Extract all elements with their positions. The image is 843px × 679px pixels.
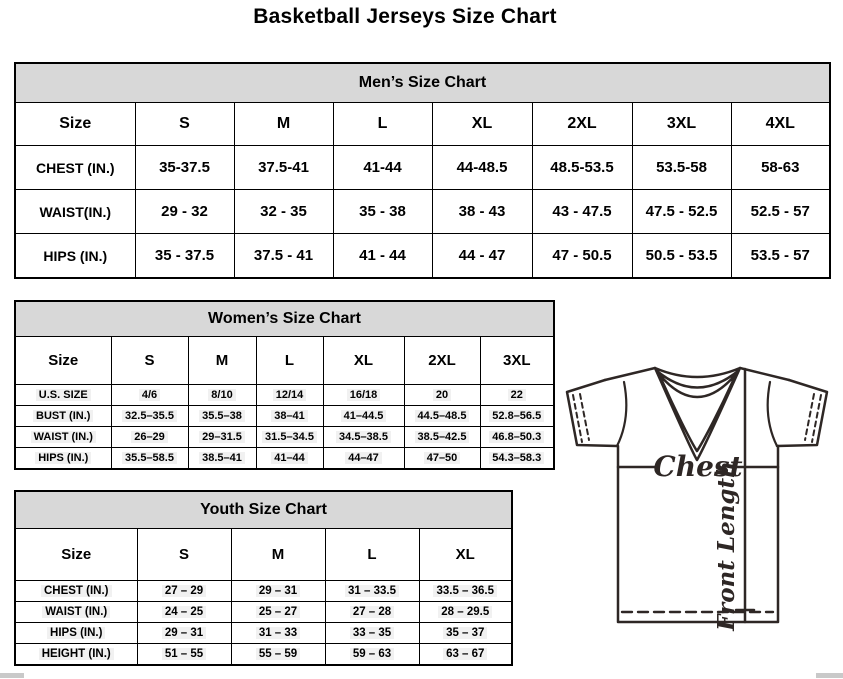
column-header: S (135, 103, 234, 146)
value-cell (419, 602, 512, 623)
value-cell-text: 33.5 – 36.5 (433, 585, 497, 597)
value-cell (231, 644, 325, 666)
column-header: 2XL (404, 337, 480, 385)
jersey-measurement-diagram (552, 356, 842, 636)
row-label (15, 623, 137, 644)
value-cell-text: 41–44.5 (341, 410, 387, 422)
value-cell-text: 51 – 55 (162, 648, 206, 660)
value-cell-text: 47–50 (424, 452, 461, 464)
column-header: S (111, 337, 188, 385)
value-cell (137, 581, 231, 602)
value-cell (325, 602, 419, 623)
youth-chart-title: Youth Size Chart (15, 491, 512, 529)
row-label: WAIST(IN.) (15, 190, 135, 234)
value-cell (137, 602, 231, 623)
value-cell: 29 - 32 (135, 190, 234, 234)
value-cell (256, 448, 323, 470)
value-cell (480, 448, 554, 470)
value-cell (188, 427, 256, 448)
value-cell: 50.5 - 53.5 (632, 234, 731, 279)
column-header: 2XL (532, 103, 632, 146)
row-label-text: HIPS (IN.) (47, 627, 105, 639)
value-cell (404, 448, 480, 470)
youth-size-chart (14, 490, 513, 666)
value-cell-text: 41–44 (271, 452, 308, 464)
men-chart-title-row (15, 63, 830, 103)
value-cell-text: 4/6 (139, 389, 160, 401)
value-cell (256, 427, 323, 448)
hscroll-thumb-right[interactable] (816, 673, 843, 678)
value-cell (480, 385, 554, 406)
womens-size-table (14, 300, 555, 470)
table-row (15, 385, 554, 406)
table-row (15, 427, 554, 448)
value-cell (325, 623, 419, 644)
column-header: M (231, 529, 325, 581)
value-cell (111, 385, 188, 406)
value-cell-text: 31 – 33.5 (345, 585, 399, 597)
column-header: 3XL (632, 103, 731, 146)
value-cell: 32 - 35 (234, 190, 333, 234)
value-cell-text: 52.8–56.5 (489, 410, 544, 422)
value-cell-text: 35.5–58.5 (122, 452, 177, 464)
jersey-left-sleeve (567, 380, 617, 446)
value-cell (137, 644, 231, 666)
column-header: L (333, 103, 432, 146)
value-cell (325, 644, 419, 666)
value-cell-text: 38.5–41 (199, 452, 245, 464)
column-header: M (188, 337, 256, 385)
value-cell: 44 - 47 (432, 234, 532, 279)
mens-size-chart (14, 62, 831, 279)
row-label-text: CHEST (IN.) (41, 585, 112, 597)
value-cell-text: 63 – 67 (443, 648, 487, 660)
value-cell (137, 623, 231, 644)
table-row (15, 448, 554, 470)
value-cell (419, 644, 512, 666)
value-cell: 37.5-41 (234, 146, 333, 190)
value-cell-text: 25 – 27 (256, 606, 300, 618)
row-label (15, 448, 111, 470)
value-cell: 52.5 - 57 (731, 190, 830, 234)
value-cell-text: 8/10 (208, 389, 235, 401)
value-cell-text: 38.5–42.5 (415, 431, 470, 443)
value-cell (404, 406, 480, 427)
row-label (15, 581, 137, 602)
value-cell (231, 623, 325, 644)
value-cell: 43 - 47.5 (532, 190, 632, 234)
row-label (15, 385, 111, 406)
table-row (15, 406, 554, 427)
value-cell-text: 16/18 (347, 389, 381, 401)
value-cell-text: 35.5–38 (199, 410, 245, 422)
hscroll-thumb-left[interactable] (0, 673, 24, 678)
value-cell-text: 44.5–48.5 (415, 410, 470, 422)
page-title: Basketball Jerseys Size Chart (253, 5, 557, 28)
value-cell (111, 448, 188, 470)
value-cell-text: 32.5–35.5 (122, 410, 177, 422)
row-label (15, 427, 111, 448)
men-chart-title: Men’s Size Chart (15, 63, 830, 103)
row-label: HIPS (IN.) (15, 234, 135, 279)
row-label-text: WAIST (IN.) (31, 431, 96, 443)
column-header: Size (15, 103, 135, 146)
column-header: XL (323, 337, 404, 385)
value-cell-text: 55 – 59 (256, 648, 300, 660)
jersey-right-sleeve (777, 380, 827, 446)
value-cell (480, 427, 554, 448)
value-cell (188, 448, 256, 470)
mens-size-table (14, 62, 831, 279)
value-cell: 41 - 44 (333, 234, 432, 279)
table-row (15, 190, 830, 234)
value-cell: 35-37.5 (135, 146, 234, 190)
row-label-text: HIPS (IN.) (35, 452, 91, 464)
value-cell-text: 44–47 (345, 452, 382, 464)
value-cell-text: 22 (508, 389, 526, 401)
row-label (15, 644, 137, 666)
table-row (15, 146, 830, 190)
value-cell-text: 20 (433, 389, 451, 401)
value-cell-text: 46.8–50.3 (489, 431, 544, 443)
value-cell (404, 385, 480, 406)
value-cell: 53.5-58 (632, 146, 731, 190)
column-header: XL (419, 529, 512, 581)
table-row (15, 623, 512, 644)
column-header: 3XL (480, 337, 554, 385)
value-cell-text: 34.5–38.5 (336, 431, 391, 443)
column-header: Size (15, 337, 111, 385)
value-cell-text: 28 – 29.5 (438, 606, 492, 618)
value-cell (323, 448, 404, 470)
youth-size-table (14, 490, 513, 666)
value-cell-text: 12/14 (273, 389, 307, 401)
value-cell-text: 33 – 35 (350, 627, 394, 639)
table-row (15, 644, 512, 666)
row-label (15, 602, 137, 623)
value-cell-text: 31 – 33 (256, 627, 300, 639)
value-cell-text: 27 – 28 (350, 606, 394, 618)
v-neck-collar (655, 368, 740, 460)
column-header: S (137, 529, 231, 581)
men-column-header-row (15, 103, 830, 146)
value-cell (325, 581, 419, 602)
value-cell-text: 26–29 (131, 431, 168, 443)
value-cell: 53.5 - 57 (731, 234, 830, 279)
value-cell-text: 29–31.5 (199, 431, 245, 443)
value-cell: 47 - 50.5 (532, 234, 632, 279)
jersey-armhole-seams (617, 382, 777, 446)
youth-column-header-row (15, 529, 512, 581)
value-cell: 38 - 43 (432, 190, 532, 234)
value-cell (111, 427, 188, 448)
row-label-text: BUST (IN.) (33, 410, 93, 422)
column-header: M (234, 103, 333, 146)
value-cell: 41-44 (333, 146, 432, 190)
value-cell (256, 406, 323, 427)
table-row (15, 581, 512, 602)
value-cell: 48.5-53.5 (532, 146, 632, 190)
row-label: CHEST (IN.) (15, 146, 135, 190)
front-length-label: Front Length (713, 461, 740, 631)
women-chart-title-row (15, 301, 554, 337)
column-header: 4XL (731, 103, 830, 146)
value-cell: 47.5 - 52.5 (632, 190, 731, 234)
value-cell (419, 581, 512, 602)
row-label-text: HEIGHT (IN.) (39, 648, 114, 660)
table-row (15, 602, 512, 623)
row-label (15, 406, 111, 427)
value-cell (188, 385, 256, 406)
women-chart-title: Women’s Size Chart (15, 301, 554, 337)
column-header: L (256, 337, 323, 385)
value-cell-text: 27 – 29 (162, 585, 206, 597)
value-cell: 35 - 37.5 (135, 234, 234, 279)
women-column-header-row (15, 337, 554, 385)
value-cell-text: 38–41 (271, 410, 308, 422)
column-header: L (325, 529, 419, 581)
value-cell (404, 427, 480, 448)
value-cell-text: 31.5–34.5 (262, 431, 317, 443)
value-cell (256, 385, 323, 406)
value-cell (111, 406, 188, 427)
value-cell (419, 623, 512, 644)
value-cell (188, 406, 256, 427)
value-cell-text: 54.3–58.3 (489, 452, 544, 464)
row-label-text: WAIST (IN.) (42, 606, 110, 618)
value-cell-text: 29 – 31 (162, 627, 206, 639)
table-row (15, 234, 830, 279)
value-cell (323, 427, 404, 448)
value-cell (231, 581, 325, 602)
value-cell (323, 385, 404, 406)
value-cell (231, 602, 325, 623)
womens-size-chart (14, 300, 555, 470)
value-cell (480, 406, 554, 427)
column-header: Size (15, 529, 137, 581)
value-cell: 37.5 - 41 (234, 234, 333, 279)
column-header: XL (432, 103, 532, 146)
youth-chart-title-row (15, 491, 512, 529)
value-cell-text: 29 – 31 (256, 585, 300, 597)
value-cell: 35 - 38 (333, 190, 432, 234)
value-cell-text: 35 – 37 (443, 627, 487, 639)
value-cell: 58-63 (731, 146, 830, 190)
value-cell (323, 406, 404, 427)
value-cell-text: 24 – 25 (162, 606, 206, 618)
row-label-text: U.S. SIZE (36, 389, 91, 401)
value-cell: 44-48.5 (432, 146, 532, 190)
value-cell-text: 59 – 63 (350, 648, 394, 660)
chest-label: Chest (653, 450, 743, 483)
